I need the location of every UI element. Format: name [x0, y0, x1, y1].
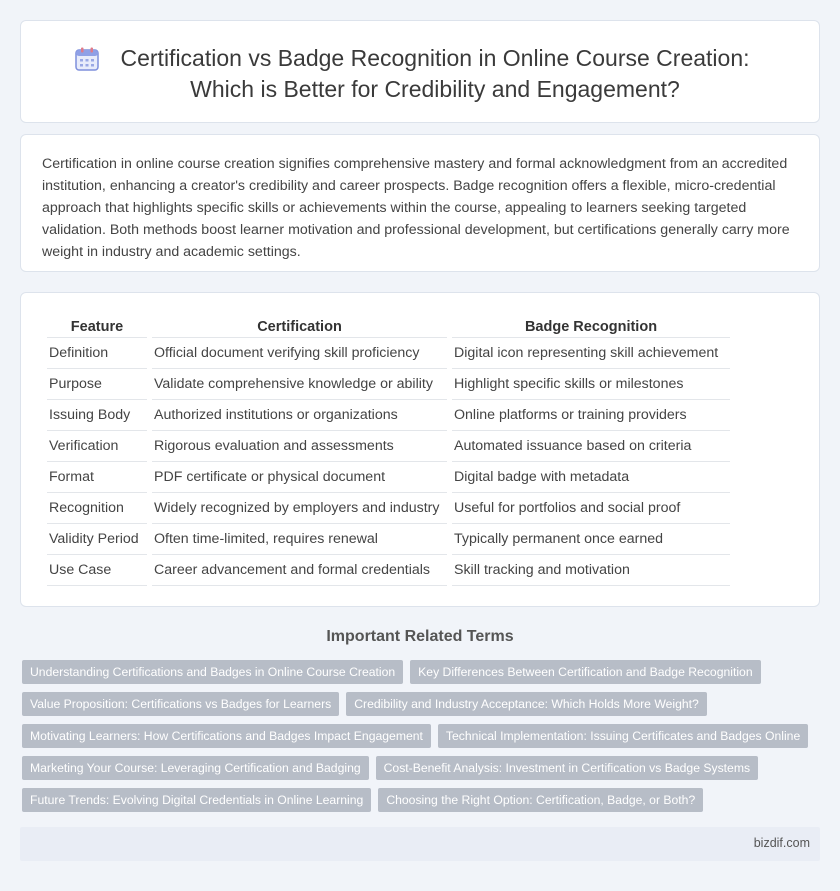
comparison-table-card	[20, 292, 820, 607]
related-term-link[interactable]: Cost-Benefit Analysis: Investment in Certification vs Badge Systems	[376, 756, 758, 780]
table-cell: Typically permanent once earned	[452, 524, 730, 555]
table-cell: PDF certificate or physical document	[152, 462, 447, 493]
page-title: Certification vs Badge Recognition in Online Course Creation: Which is Better for Credibility and Engagement?	[120, 45, 750, 102]
table-cell: Often time-limited, requires renewal	[152, 524, 447, 555]
related-term-link[interactable]: Credibility and Industry Acceptance: Which Holds More Weight?	[346, 692, 707, 716]
table-cell: Use Case	[47, 555, 147, 586]
related-term-link[interactable]: Marketing Your Course: Leveraging Certification and Badging	[22, 756, 369, 780]
table-cell: Highlight specific skills or milestones	[452, 369, 730, 400]
header-badge-recognition: Badge Recognition	[452, 316, 730, 338]
table-cell: Issuing Body	[47, 400, 147, 431]
table-cell: Official document verifying skill proficiency	[152, 338, 447, 369]
related-term-link[interactable]: Motivating Learners: How Certifications and Badges Impact Engagement	[22, 724, 431, 748]
table-cell: Digital badge with metadata	[452, 462, 730, 493]
table-cell: Rigorous evaluation and assessments	[152, 431, 447, 462]
related-terms-list	[22, 660, 812, 812]
table-row	[47, 400, 730, 431]
header-feature: Feature	[47, 316, 147, 338]
table-cell: Widely recognized by employers and industry	[152, 493, 447, 524]
table-cell: Career advancement and formal credentials	[152, 555, 447, 586]
table-cell: Validity Period	[47, 524, 147, 555]
table-cell: Authorized institutions or organizations	[152, 400, 447, 431]
intro-card	[20, 134, 820, 272]
table-cell: Recognition	[47, 493, 147, 524]
comparison-table	[42, 316, 735, 586]
header-certification: Certification	[152, 316, 447, 338]
footer-site-name[interactable]: bizdif.com	[753, 836, 810, 850]
table-row	[47, 462, 730, 493]
table-cell: Automated issuance based on criteria	[452, 431, 730, 462]
table-cell: Definition	[47, 338, 147, 369]
title-card	[20, 20, 820, 123]
related-term-link[interactable]: Key Differences Between Certification and Badge Recognition	[410, 660, 760, 684]
table-cell: Skill tracking and motivation	[452, 555, 730, 586]
table-cell: Useful for portfolios and social proof	[452, 493, 730, 524]
table-cell: Format	[47, 462, 147, 493]
related-term-link[interactable]: Understanding Certifications and Badges in Online Course Creation	[22, 660, 403, 684]
table-cell: Verification	[47, 431, 147, 462]
related-term-link[interactable]: Value Proposition: Certifications vs Badges for Learners	[22, 692, 339, 716]
footer	[20, 827, 820, 861]
table-cell: Online platforms or training providers	[452, 400, 730, 431]
related-terms-heading: Important Related Terms	[326, 628, 514, 645]
table-row	[47, 369, 730, 400]
table-cell: Digital icon representing skill achievement	[452, 338, 730, 369]
table-cell: Purpose	[47, 369, 147, 400]
table-row	[47, 338, 730, 369]
table-row	[47, 555, 730, 586]
table-row	[47, 493, 730, 524]
table-header-row	[47, 316, 730, 338]
related-term-link[interactable]: Choosing the Right Option: Certification, Badge, or Both?	[378, 788, 703, 812]
table-cell: Validate comprehensive knowledge or ability	[152, 369, 447, 400]
related-term-link[interactable]: Technical Implementation: Issuing Certificates and Badges Online	[438, 724, 808, 748]
table-row	[47, 431, 730, 462]
intro-paragraph: Certification in online course creation signifies comprehensive mastery and formal acknowledgment from an accredited institution, enhancing a creator's credibility and career prospects. Badge recognition offers a flexible, micro-credential approach that highlights specific skills or achievements within the course, appealing to learners seeking targeted validation. Both methods boost learner motivation and professional development, but certifications generally carry more weight in industry and academic settings.	[42, 156, 790, 260]
table-row	[47, 524, 730, 555]
related-term-link[interactable]: Future Trends: Evolving Digital Credentials in Online Learning	[22, 788, 371, 812]
